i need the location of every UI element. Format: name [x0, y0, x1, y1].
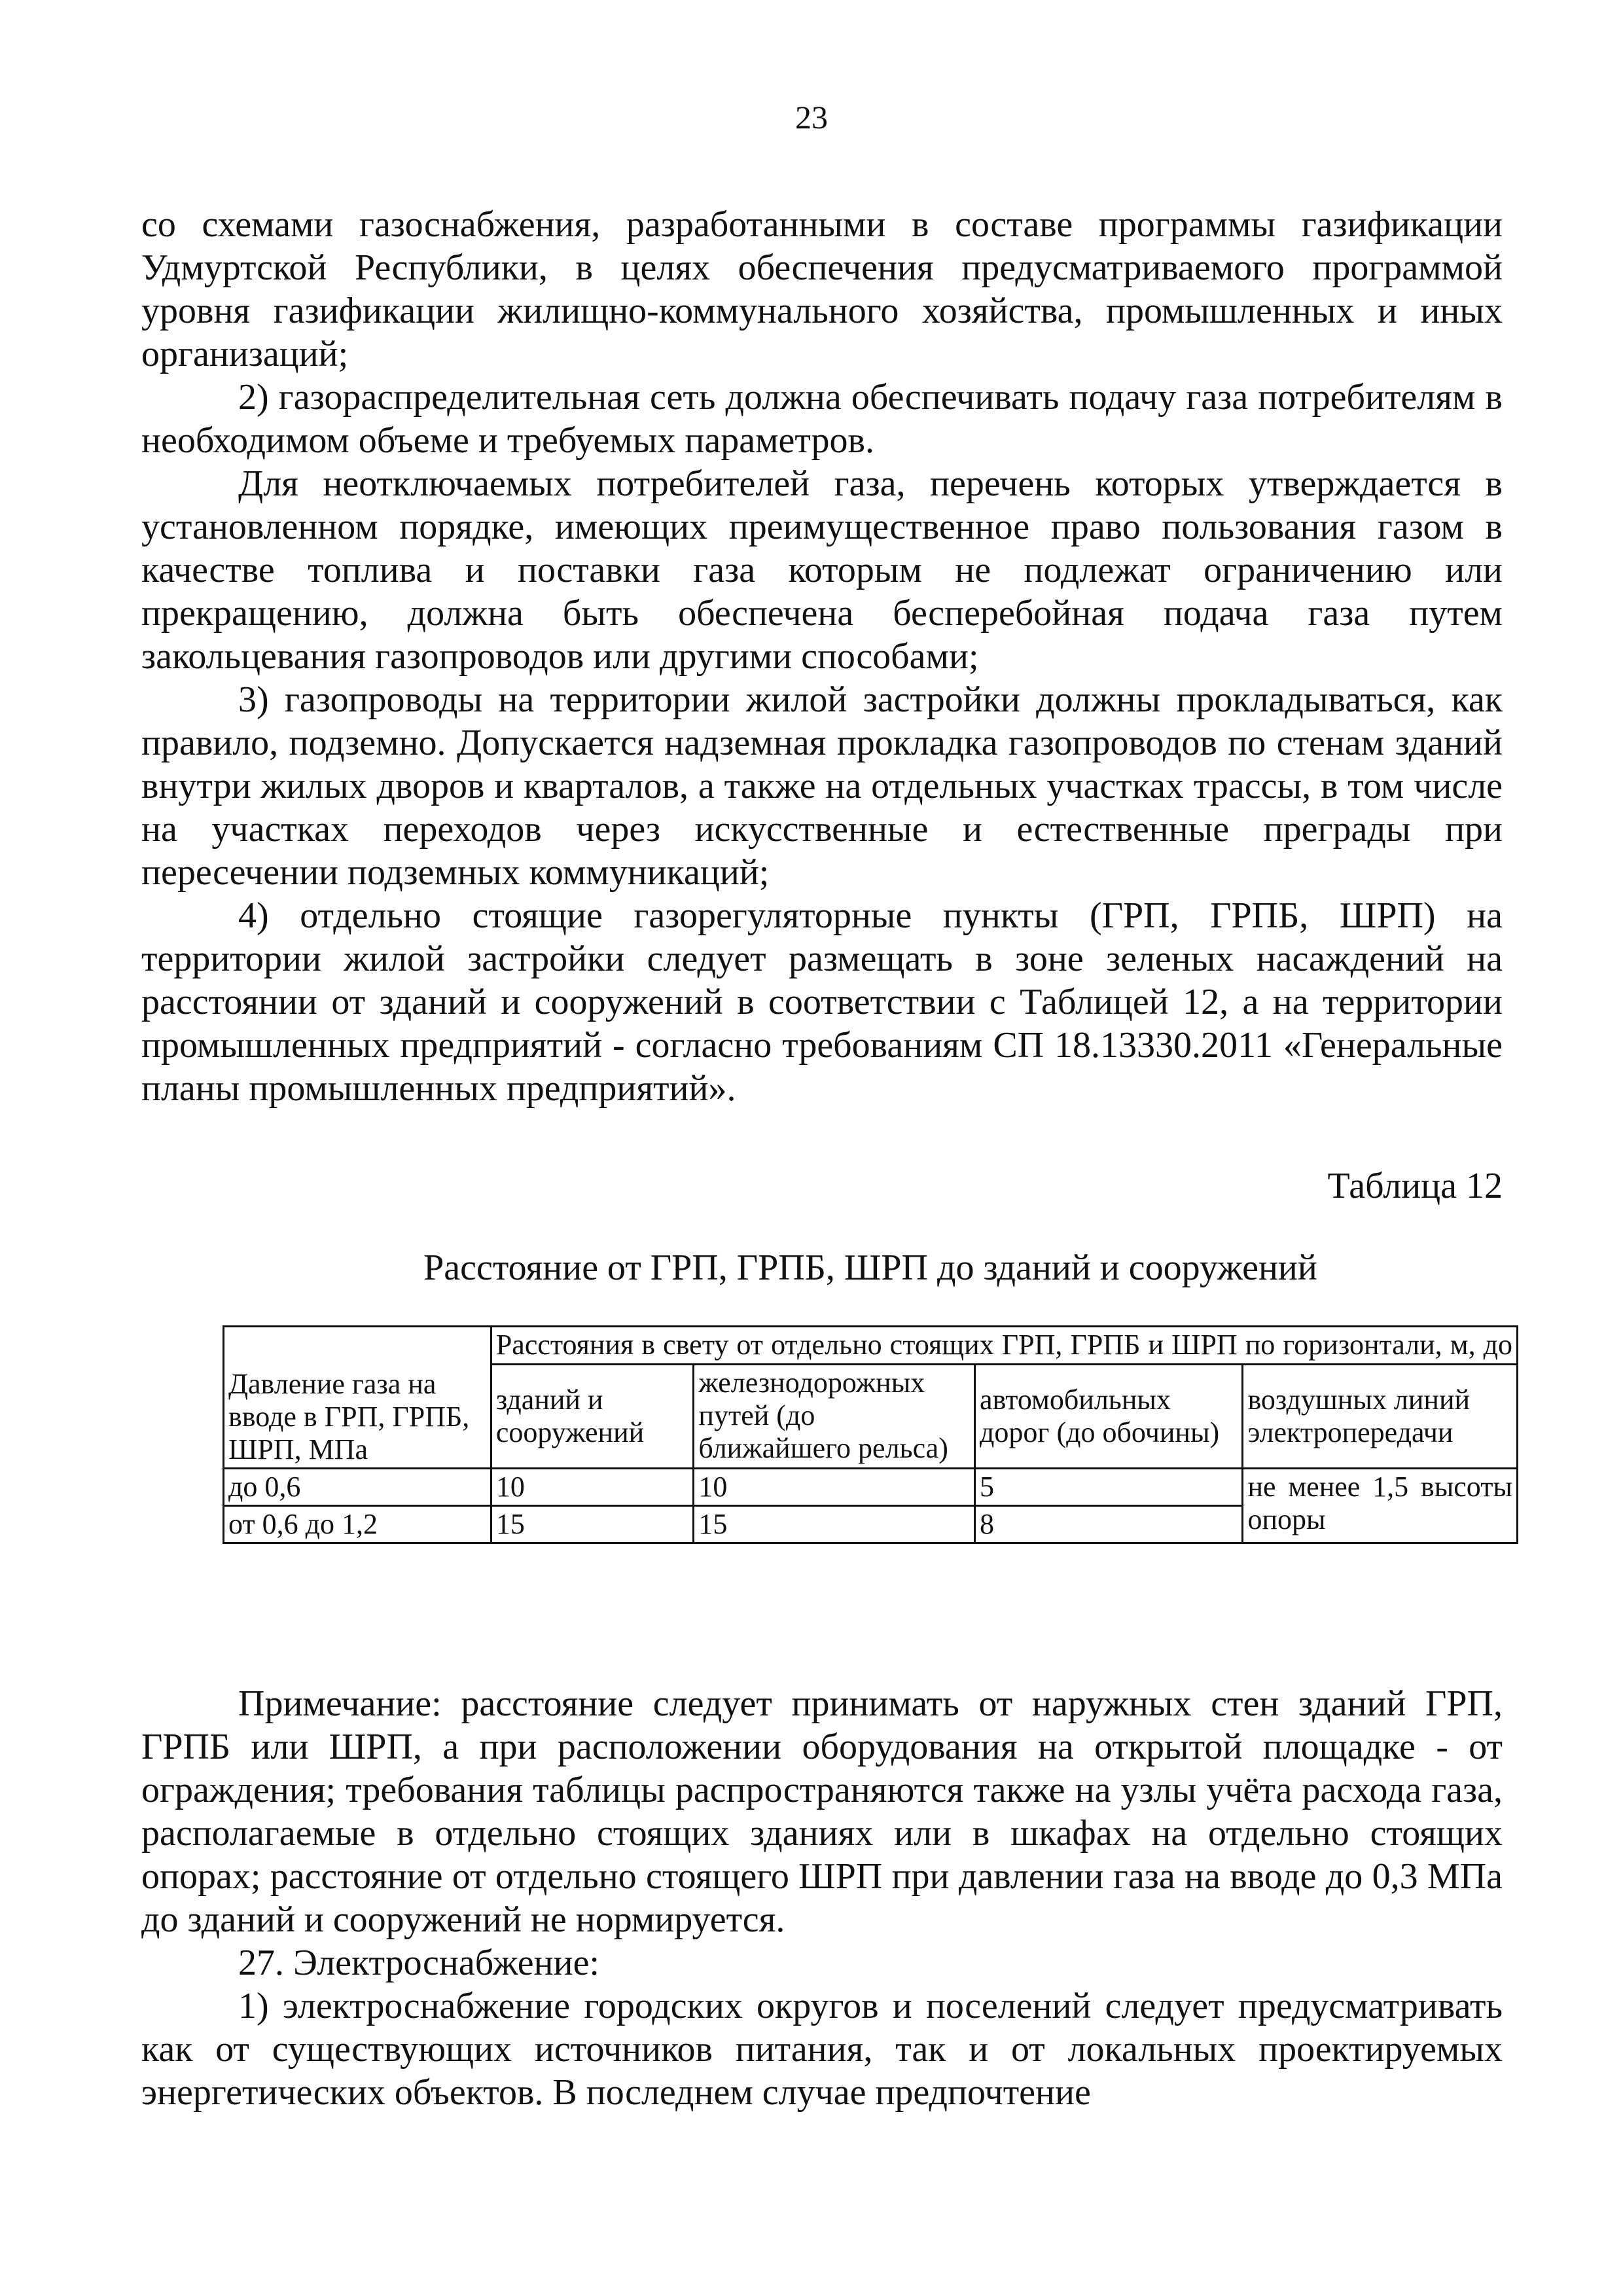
paragraph: со схемами газоснабжения, разработанными в составе программы газификации Удмуртской Республики, в целях обеспечения предусматриваемого программой уровня газификации жилищно-коммунального хозяйства, промышленных и иных организаций; [141, 204, 1503, 374]
cell-power-lines: не менее 1,5 высоты опоры [1243, 1469, 1518, 1543]
cell-roads: 8 [975, 1506, 1243, 1543]
header-distance-span: Расстояния в свету от отдельно стоящих ГРП, ГРПБ и ШРП по горизонтали, м, до [491, 1327, 1517, 1365]
header-roads: автомобильных дорог (до обочины) [975, 1364, 1243, 1468]
page-number: 23 [795, 99, 828, 135]
table-title: Расстояние от ГРП, ГРПБ, ШРП до зданий и сооружений [423, 1247, 1317, 1288]
header-buildings: зданий и сооружений [491, 1364, 694, 1468]
paragraph: 1) электроснабжение городских округов и поселений следует предусматривать как от существующих источников питания, так и от локальных проектируемых энергетических объектов. В последнем случае предпочтение [141, 1986, 1503, 2113]
paragraph: 2) газораспределительная сеть должна обеспечивать подачу газа потребителям в необходимом объеме и требуемых параметров. [141, 377, 1503, 461]
header-pressure: Давление газа на вводе в ГРП, ГРПБ, ШРП, МПа [224, 1327, 491, 1469]
paragraph: 4) отдельно стоящие газорегуляторные пункты (ГРП, ГРПБ, ШРП) на территории жилой застройки следует размещать в зоне зеленых насаждений на расстоянии от зданий и сооружений в соответствии с Таблицей 12, а на территории промышленных предприятий - согласно требованиям СП 18.13330.2011 «Генеральные планы промышленных предприятий». [141, 895, 1503, 1109]
cell-buildings: 15 [491, 1506, 694, 1543]
table-header-row [224, 1327, 1518, 1365]
cell-buildings: 10 [491, 1469, 694, 1506]
distance-table [223, 1325, 1518, 1544]
cell-pressure: до 0,6 [224, 1469, 491, 1506]
note-paragraph: Примечание: расстояние следует принимать от наружных стен зданий ГРП, ГРПБ или ШРП, а при расположении оборудования на открытой площадке - от ограждения; требования таблицы распространяются также на узлы учёта расхода газа, располагаемые в отдельно стоящих зданиях или в шкафах на отдельно стоящих опорах; расстояние от отдельно стоящего ШРП при давлении газа на вводе до 0,3 МПа до зданий и сооружений не нормируется. [141, 1683, 1503, 1940]
table-row [224, 1469, 1518, 1506]
paragraph: Для неотключаемых потребителей газа, перечень которых утверждается в установленном порядке, имеющих преимущественное право пользования газом в качестве топлива и поставки газа которым не подлежат ограничению или прекращению, должна быть обеспечена бесперебойная подача газа путем закольцевания газопроводов или другими способами; [141, 463, 1503, 677]
cell-roads: 5 [975, 1469, 1243, 1506]
section-heading: 27. Электроснабжение: [238, 1943, 599, 1983]
cell-pressure: от 0,6 до 1,2 [224, 1506, 491, 1543]
cell-railways: 10 [694, 1469, 975, 1506]
table-label: Таблица 12 [1327, 1166, 1503, 1206]
cell-railways: 15 [694, 1506, 975, 1543]
paragraph: 3) газопроводы на территории жилой застройки должны прокладываться, как правило, подземно. Допускается надземная прокладка газопроводов по стенам зданий внутри жилых дворов и кварталов, а также на отдельных участках трассы, в том числе на участках переходов через искусственные и естественные преграды при пересечении подземных коммуникаций; [141, 679, 1503, 893]
body-text-top [141, 203, 1503, 1110]
header-power-lines: воздушных линий электропередачи [1243, 1364, 1518, 1468]
body-text-bottom [141, 1682, 1503, 2114]
header-railways: железнодорожных путей (до ближайшего рельса) [694, 1364, 975, 1468]
